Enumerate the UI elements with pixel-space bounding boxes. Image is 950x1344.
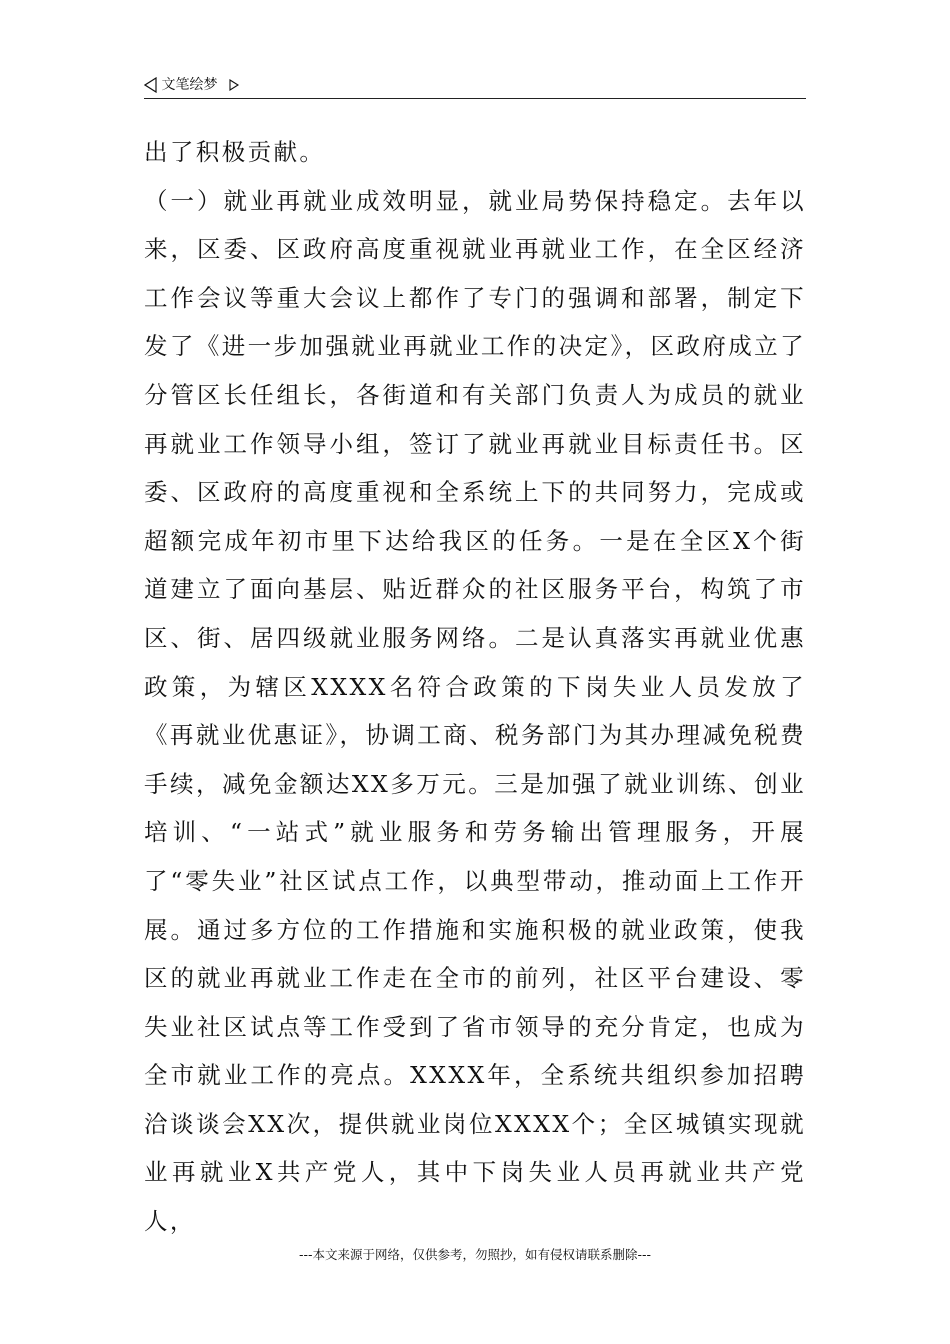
right-triangle-icon <box>228 78 240 92</box>
header-rule <box>144 98 806 99</box>
left-triangle-icon <box>144 77 157 93</box>
paragraph: 出了积极贡献。 <box>144 138 326 166</box>
document-body <box>144 128 806 1246</box>
header-title-group <box>144 76 240 94</box>
paragraph: （一）就业再就业成效明显，就业局势保持稳定。去年以来，区委、区政府高度重视就业再就业工作，在全区经济工作会议等重大会议上都作了专门的强调和部署，制定下发了《进一步加强就业再就业工作的决定》，区政府成立了分管区长任组长，各街道和有关部门负责人为成员的就业再就业工作领导小组，签订了就业再就业目标责任书。区委、区政府的高度重视和全系统上下的共同努力，完成或超额完成年初市里下达给我区的任务。一是在全区X个街道建立了面向基层、贴近群众的社区服务平台，构筑了市区、街、居四级就业服务网络。二是认真落实再就业优惠政策，为辖区XXXX名符合政策的下岗失业人员发放了《再就业优惠证》，协调工商、税务部门为其办理减免税费手续，减免金额达XX多万元。三是加强了就业训练、创业培训、“一站式”就业服务和劳务输出管理服务，开展了“零失业”社区试点工作，以典型带动，推动面上工作开展。通过多方位的工作措施和实施积极的就业政策，使我区的就业再就业工作走在全市的前列，社区平台建设、零失业社区试点等工作受到了省市领导的充分肯定，也成为全市就业工作的亮点。XXXX年，全系统共组织参加招聘洽谈谈会XX次，提供就业岗位XXXX个；全区城镇实现就业再就业X共产党人，其中下岗失业人员再就业共产党人， <box>144 186 806 1236</box>
header-title: 文笔绘梦 <box>161 77 218 93</box>
footer-disclaimer: ---本文来源于网络，仅供参考，勿照抄，如有侵权请联系删除--- <box>298 1247 652 1262</box>
page-header <box>144 72 806 98</box>
